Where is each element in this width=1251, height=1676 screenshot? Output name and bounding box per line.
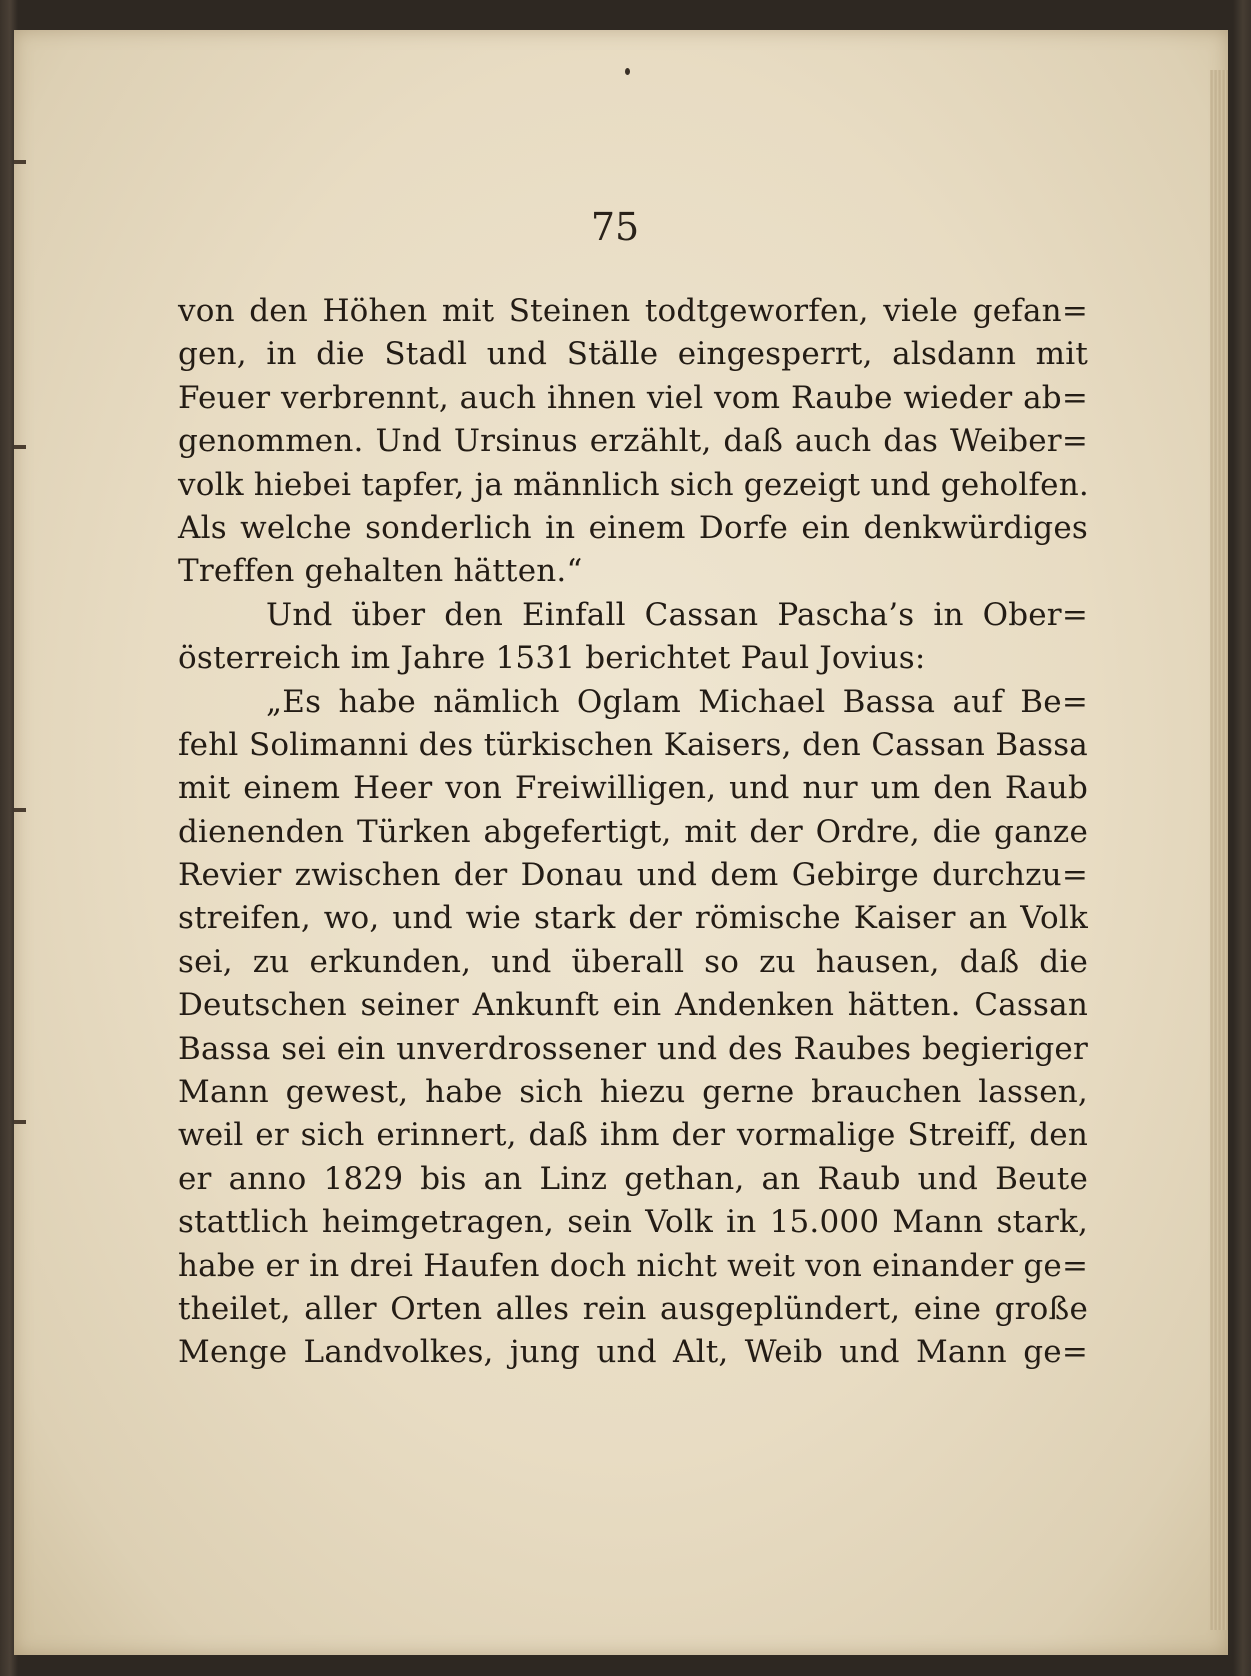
text-line: habe er in drei Haufen doch nicht weit von einander ge= bbox=[178, 1247, 1089, 1284]
body-text bbox=[178, 290, 1088, 1375]
binding-tick bbox=[14, 445, 26, 449]
text-line: Deutschen seiner Ankunft ein Andenken hätten. Cassan bbox=[178, 987, 1088, 1024]
text-line: genommen. Und Ursinus erzählt, daß auch das Weiber= bbox=[178, 423, 1088, 460]
binding-tick bbox=[14, 808, 26, 812]
text-line: Als welche sonderlich in einem Dorfe ein denkwürdiges bbox=[178, 509, 1088, 546]
text-line: stattlich heimgetragen, sein Volk in 15.000 Mann stark, bbox=[178, 1204, 1088, 1241]
text-line: dienenden Türken abgefertigt, mit der Ordre, die ganze bbox=[178, 813, 1088, 850]
text-line: Menge Landvolkes, jung und Alt, Weib und Mann ge= bbox=[178, 1334, 1088, 1371]
text-line: weil er sich erinnert, daß ihm der vormalige Streiff, den bbox=[178, 1117, 1088, 1154]
text-line: Treffen gehalten hätten.“ bbox=[178, 553, 583, 590]
text-line: mit einem Heer von Freiwilligen, und nur um den Raub bbox=[178, 770, 1088, 807]
text-line: sei, zu erkunden, und überall so zu hausen, daß die bbox=[178, 943, 1088, 980]
text-line: Bassa sei ein unverdrossener und des Raubes begieriger bbox=[178, 1030, 1088, 1067]
binding-tick bbox=[14, 1120, 26, 1124]
text-line: von den Höhen mit Steinen todtgeworfen, viele gefan= bbox=[178, 293, 1088, 329]
text-line: Und über den Einfall Cassan Pascha’s in Ober= bbox=[266, 596, 1088, 633]
page-number: 75 bbox=[590, 205, 640, 249]
text-line: „Es habe nämlich Oglam Michael Bassa auf Be= bbox=[266, 683, 1088, 720]
page-stack-edge bbox=[1210, 70, 1228, 1630]
text-line: theilet, aller Orten alles rein ausgeplündert, eine große bbox=[178, 1290, 1088, 1327]
text-line: österreich im Jahre 1531 berichtet Paul Jovius: bbox=[178, 640, 926, 677]
ink-speck bbox=[625, 68, 630, 75]
text-line: fehl Solimanni des türkischen Kaisers, den Cassan Bassa bbox=[178, 726, 1088, 763]
text-line: streifen, wo, und wie stark der römische Kaiser an Volk bbox=[178, 900, 1088, 937]
text-line: Mann gewest, habe sich hiezu gerne brauchen lassen, bbox=[178, 1074, 1088, 1111]
text-line: Revier zwischen der Donau und dem Gebirge durchzu= bbox=[178, 857, 1088, 894]
text-line: volk hiebei tapfer, ja männlich sich gezeigt und geholfen. bbox=[178, 466, 1089, 503]
text-line: Feuer verbrennt, auch ihnen viel vom Raube wieder ab= bbox=[178, 379, 1088, 416]
text-line: gen, in die Stadl und Ställe eingesperrt, alsdann mit bbox=[178, 336, 1088, 373]
binding-tick bbox=[14, 160, 26, 164]
text-line: er anno 1829 bis an Linz gethan, an Raub und Beute bbox=[178, 1160, 1088, 1197]
